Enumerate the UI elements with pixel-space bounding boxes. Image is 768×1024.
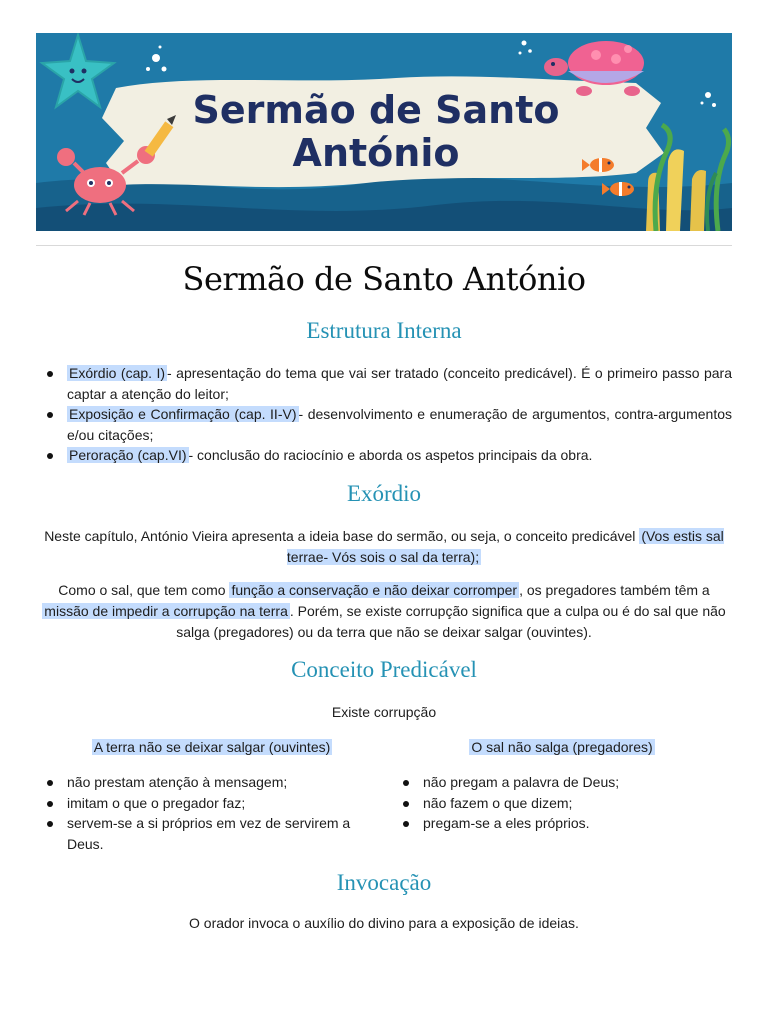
heading-invocacao: Invocação xyxy=(336,870,432,895)
list-item xyxy=(36,404,732,445)
page-title: Sermão de Santo António xyxy=(182,260,586,298)
highlighted-text: missão de impedir a corrupção na terra xyxy=(44,603,288,619)
exordio-paragraph-1 xyxy=(40,526,728,568)
bubbles-left-icon xyxy=(146,46,167,72)
list-item xyxy=(36,445,732,466)
list-item: pregam-se a eles próprios. xyxy=(392,813,732,834)
column-title-left xyxy=(40,737,384,757)
list-item: não fazem o que dizem; xyxy=(392,793,732,814)
term-peroracao: Peroração (cap.VI) xyxy=(69,447,187,463)
item-text: - conclusão do raciocínio e aborda os aspetos principais da obra. xyxy=(188,447,593,463)
paragraph-text: Como o sal, que tem como xyxy=(58,582,230,598)
heading-exordio: Exórdio xyxy=(346,481,422,506)
list-item: imitam o que o pregador faz; xyxy=(36,793,380,814)
paragraph-text: Neste capítulo, António Vieira apresenta a ideia base do sermão, ou seja, o conceito predicável xyxy=(44,528,640,544)
starfish-icon xyxy=(42,35,114,107)
list-item: servem-se a si próprios em vez de servirem a Deus. xyxy=(36,813,380,854)
paragraph-text: , os pregadores também têm a xyxy=(519,582,710,598)
exordio-paragraph-2 xyxy=(40,580,728,643)
list-item: não prestam atenção à mensagem; xyxy=(36,772,380,793)
term-exordio: Exórdio (cap. I) xyxy=(69,365,166,381)
list-item xyxy=(36,363,732,404)
list-item: não pregam a palavra de Deus; xyxy=(392,772,732,793)
banner-title: Sermão de Santo António xyxy=(192,88,560,175)
conceito-intro: Existe corrupção xyxy=(331,704,437,720)
column-title-right xyxy=(392,737,732,757)
ouvintes-list xyxy=(36,772,380,854)
highlighted-text: O sal não salga (pregadores) xyxy=(471,739,653,755)
highlighted-text: (Vos estis sal terrae- Vós sois o sal da terra); xyxy=(286,528,724,565)
highlighted-text: função a conservação e não deixar corromper xyxy=(231,582,518,598)
invocacao-text: O orador invoca o auxílio do divino para a exposição de ideias. xyxy=(189,915,579,931)
highlighted-text: A terra não se deixar salgar (ouvintes) xyxy=(93,739,331,755)
heading-conceito-predicavel: Conceito Predicável xyxy=(291,657,477,682)
paragraph-text: . Porém, se existe corrupção significa que a culpa ou é do sal que não salga (pregadores) ou da terra que não se deixar salgar (ouvintes). xyxy=(176,603,726,640)
estrutura-list xyxy=(36,363,732,466)
header-banner xyxy=(36,33,732,231)
item-text: - apresentação do tema que vai ser tratado (conceito predicável). É o primeiro passo para captar a atenção do leitor; xyxy=(67,365,732,402)
item-text: - desenvolvimento e enumeração de argumentos, contra-argumentos e/ou citações; xyxy=(67,406,732,443)
divider xyxy=(36,245,732,246)
heading-estrutura-interna: Estrutura Interna xyxy=(306,318,462,343)
pregadores-list xyxy=(392,772,732,834)
term-exposicao: Exposição e Confirmação (cap. II-V) xyxy=(69,406,297,422)
